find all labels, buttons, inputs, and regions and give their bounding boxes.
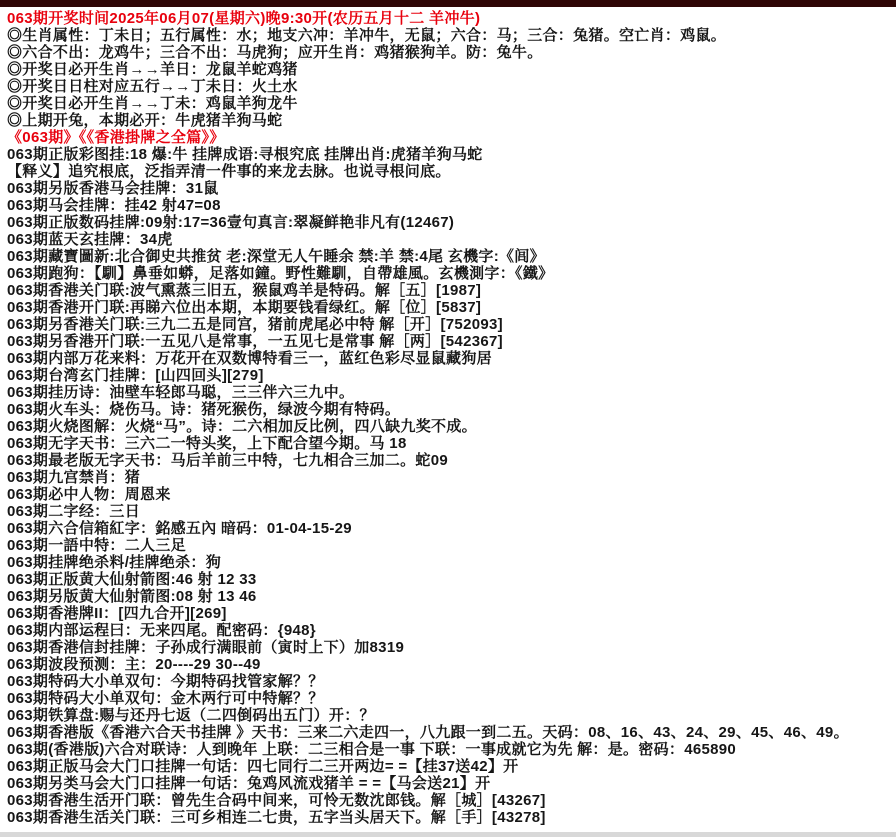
text-line-6: ◎开奖日必开生肖→→丁未：鸡鼠羊狗龙牛: [7, 95, 298, 112]
content-lines: [0, 7, 896, 826]
text-line-28: 063期九宫禁肖：猪: [7, 469, 141, 486]
text-line-38: 063期香港信封挂牌：子孙成行满眼前（寅时上下）加8319: [7, 639, 405, 656]
text-line-7: ◎上期开兔，本期必开：牛虎猪羊狗马蛇: [7, 112, 283, 129]
text-line-43: 063期香港版《香港六合天书挂牌 》天书：三来二六走四一，八九跟一到二五。天码：08、16、43、24、29、45、46、49。: [7, 724, 849, 741]
bottom-border-bar: [0, 832, 896, 837]
text-line-25: 063期火烧图解：火烧“马”。诗：二六相加反比例，四八缺九奖不成。: [7, 418, 477, 435]
text-line-30: 063期二字经：三日: [7, 503, 141, 520]
text-line-33: 063期挂牌绝杀料/挂牌绝杀：狗: [7, 554, 221, 571]
text-line-5: ◎开奖日日柱对应五行→→丁未日：火土水: [7, 78, 298, 95]
text-line-32: 063期一語中特：二人三足: [7, 537, 186, 554]
text-line-31: 063期六合信箱紅字：銘感五內 暗码：01-04-15-29: [7, 520, 352, 537]
text-line-3: ◎六合不出：龙鸡牛；三合不出：马虎狗；应开生肖：鸡猪猴狗羊。防：兔牛。: [7, 44, 543, 61]
text-line-39: 063期波段预测：主：20----29 30--49: [7, 656, 261, 673]
text-line-2: ◎生肖属性：丁未日；五行属性：水；地支六冲：羊冲牛，无鼠；六合：马；三合：兔猪。空亡肖：鸡鼠。: [7, 27, 727, 44]
text-line-8: 《063期》《《香港掛牌之全篇》》: [7, 129, 225, 146]
draw-time-header: 063期开奖时间2025年06月07(星期六)晚9:30开(农历五月十二 羊冲牛): [7, 10, 481, 27]
text-line-13: 063期正版数码挂牌:09射:17=36壹句真言:翠凝鲜艳非凡有(12467): [7, 214, 455, 231]
text-line-11: 063期另版香港马会挂牌：31鼠: [7, 180, 219, 197]
text-line-29: 063期必中人物：周恩来: [7, 486, 171, 503]
text-line-18: 063期香港开门联:再睇六位出本期，本期要钱看绿红。解［位］[5837]: [7, 299, 482, 316]
text-line-17: 063期香港关门联:波气熏蒸三旧五，猴鼠鸡羊是特码。解［五］[1987]: [7, 282, 482, 299]
text-line-20: 063期另香港开门联:一五见八是常事，一五见七是常事 解［两］[542367]: [7, 333, 503, 350]
text-line-27: 063期最老版无字天书：马后羊前三中特，七九相合三加二。蛇09: [7, 452, 449, 469]
text-line-40: 063期特码大小单双句：今期特码找管家解？？: [7, 673, 324, 690]
text-line-22: 063期台湾玄门挂牌：[山四回头][279]: [7, 367, 264, 384]
text-line-10: 【释义】追究根底，泛指弄清一件事的来龙去脉。也说寻根问底。: [7, 163, 451, 180]
text-line-45: 063期正版马会大门口挂牌一句话：四七同行二三开两边= =【挂37送42】开: [7, 758, 519, 775]
text-line-37: 063期内部运程曰：无来四尾。配密码：{948}: [7, 622, 316, 639]
text-line-44: 063期(香港版)六合对联诗：人到晚年 上联：二三相合是一事 下联：一事成就它为先 解：是。密码：465890: [7, 741, 737, 758]
text-line-26: 063期无字天书：三六二一特头奖，上下配合望今期。马 18: [7, 435, 407, 452]
text-line-23: 063期挂历诗：油壁车轻郎马聪，三三伴六三九中。: [7, 384, 355, 401]
text-line-35: 063期另版黄大仙射箭图:08 射 13 46: [7, 588, 257, 605]
text-line-21: 063期内部万花来料：万花开在双数博特看三一，蓝红色彩尽显鼠藏狗居: [7, 350, 492, 367]
top-border-bar: [0, 0, 896, 7]
text-line-14: 063期蓝天玄挂牌：34虎: [7, 231, 173, 248]
text-line-41: 063期特码大小单双句：金木两行可中特解？？: [7, 690, 324, 707]
text-line-36: 063期香港牌II：[四九合开][269]: [7, 605, 227, 622]
text-line-19: 063期另香港关门联:三九二五是同宫，猪前虎尾必中特 解［开］[752093]: [7, 316, 503, 333]
text-line-42: 063期铁算盘:赐与还丹七返（二四倒码出五门）开：？: [7, 707, 375, 724]
text-line-34: 063期正版黄大仙射箭图:46 射 12 33: [7, 571, 257, 588]
text-line-15: 063期藏寶圖新:北合御史共推贫 老:深堂无人午睡余 禁:羊 禁:4尾 玄機字:《闾》: [7, 248, 545, 265]
text-line-47: 063期香港生活开门联：曾先生合码中间来，可怜无数沈郎钱。解［城］[43267]: [7, 792, 546, 809]
text-line-9: 063期正版彩图挂:18 爆:牛 挂牌成语:寻根究底 挂牌出肖:虎猪羊狗马蛇: [7, 146, 483, 163]
text-line-4: ◎开奖日必开生肖→→羊日：龙鼠羊蛇鸡猪: [7, 61, 298, 78]
text-line-48: 063期香港生活关门联：三可乡相连二七贵，五字当头居天下。解［手］[43278]: [7, 809, 546, 826]
text-line-12: 063期马会挂牌：挂42 射47=08: [7, 197, 221, 214]
text-line-24: 063期火车头：烧伤马。诗：猪死猴伤，绿波今期有特码。: [7, 401, 401, 418]
text-line-46: 063期另类马会大门口挂牌一句话：兔鸡风流戏猪羊 = =【马会送21】开: [7, 775, 491, 792]
text-line-16: 063期跑狗：【馴】鼻垂如蟒，足落如鐘。野性難馴，自帶雄風。玄機測字：《鐵》: [7, 265, 554, 282]
